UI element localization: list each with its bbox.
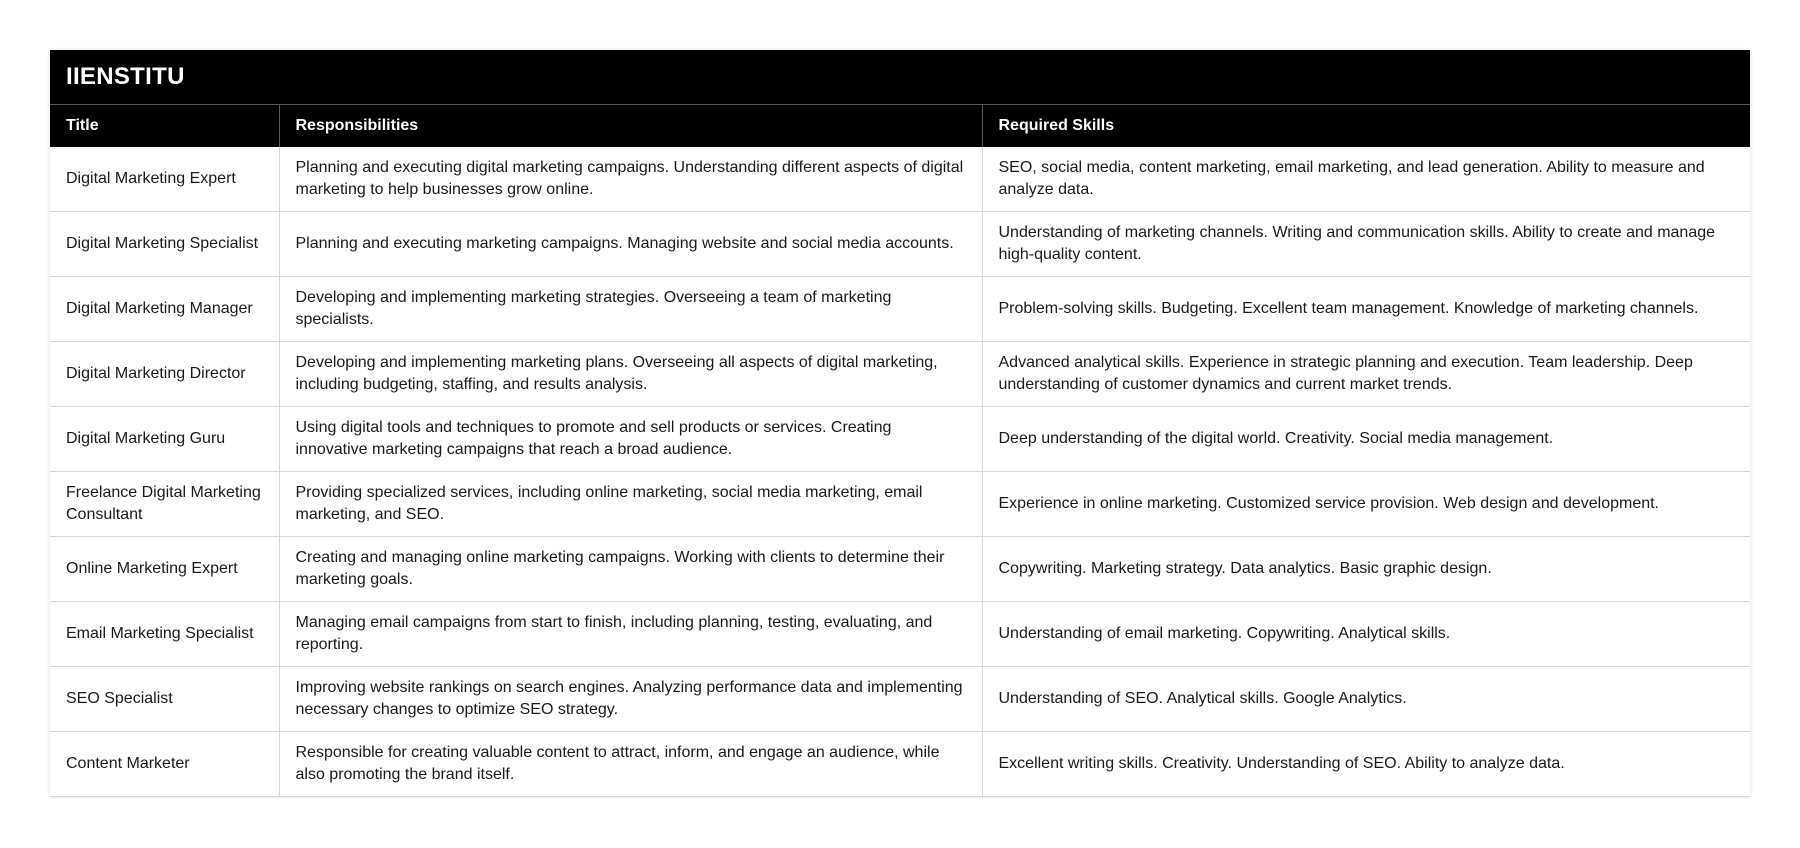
cell-title: Digital Marketing Expert: [50, 147, 279, 212]
cell-title: Digital Marketing Specialist: [50, 212, 279, 277]
cell-title: Freelance Digital Marketing Consultant: [50, 472, 279, 537]
cell-responsibilities: Providing specialized services, including online marketing, social media marketing, email marketing, and SEO.: [279, 472, 982, 537]
cell-responsibilities: Responsible for creating valuable content to attract, inform, and engage an audience, while also promoting the brand itself.: [279, 732, 982, 797]
cell-required-skills: Understanding of email marketing. Copywriting. Analytical skills.: [982, 602, 1750, 667]
column-header-responsibilities: Responsibilities: [279, 105, 982, 147]
table-row: [50, 537, 1750, 602]
careers-table: [50, 104, 1750, 797]
cell-required-skills: Problem-solving skills. Budgeting. Excellent team management. Knowledge of marketing channels.: [982, 277, 1750, 342]
cell-required-skills: Understanding of SEO. Analytical skills. Google Analytics.: [982, 667, 1750, 732]
cell-responsibilities: Developing and implementing marketing strategies. Overseeing a team of marketing specialists.: [279, 277, 982, 342]
column-header-title: Title: [50, 105, 279, 147]
cell-title: Content Marketer: [50, 732, 279, 797]
brand-title: IIENSTITU: [66, 63, 185, 90]
cell-required-skills: Advanced analytical skills. Experience in strategic planning and execution. Team leadership. Deep understanding of customer dynamics and current market trends.: [982, 342, 1750, 407]
cell-responsibilities: Planning and executing digital marketing campaigns. Understanding different aspects of digital marketing to help businesses grow online.: [279, 147, 982, 212]
table-header: [50, 105, 1750, 147]
table-row: [50, 342, 1750, 407]
cell-required-skills: SEO, social media, content marketing, email marketing, and lead generation. Ability to measure and analyze data.: [982, 147, 1750, 212]
cell-title: Digital Marketing Manager: [50, 277, 279, 342]
cell-responsibilities: Planning and executing marketing campaigns. Managing website and social media accounts.: [279, 212, 982, 277]
cell-responsibilities: Managing email campaigns from start to finish, including planning, testing, evaluating, and reporting.: [279, 602, 982, 667]
cell-required-skills: Understanding of marketing channels. Writing and communication skills. Ability to create and manage high-quality content.: [982, 212, 1750, 277]
cell-title: Digital Marketing Director: [50, 342, 279, 407]
table-row: [50, 667, 1750, 732]
cell-required-skills: Deep understanding of the digital world. Creativity. Social media management.: [982, 407, 1750, 472]
cell-responsibilities: Using digital tools and techniques to promote and sell products or services. Creating innovative marketing campaigns that reach a broad audience.: [279, 407, 982, 472]
cell-title: Email Marketing Specialist: [50, 602, 279, 667]
cell-required-skills: Excellent writing skills. Creativity. Understanding of SEO. Ability to analyze data.: [982, 732, 1750, 797]
cell-responsibilities: Developing and implementing marketing plans. Overseeing all aspects of digital marketing, including budgeting, staffing, and results analysis.: [279, 342, 982, 407]
brand-banner: [50, 50, 1750, 104]
header-row: [50, 105, 1750, 147]
column-header-required-skills: Required Skills: [982, 105, 1750, 147]
cell-responsibilities: Creating and managing online marketing campaigns. Working with clients to determine their marketing goals.: [279, 537, 982, 602]
table-row: [50, 147, 1750, 212]
cell-title: SEO Specialist: [50, 667, 279, 732]
cell-title: Online Marketing Expert: [50, 537, 279, 602]
table-body: [50, 147, 1750, 797]
table-card: [50, 50, 1750, 797]
table-row: [50, 212, 1750, 277]
table-row: [50, 407, 1750, 472]
cell-required-skills: Copywriting. Marketing strategy. Data analytics. Basic graphic design.: [982, 537, 1750, 602]
cell-responsibilities: Improving website rankings on search engines. Analyzing performance data and implementing necessary changes to optimize SEO strategy.: [279, 667, 982, 732]
table-row: [50, 732, 1750, 797]
cell-title: Digital Marketing Guru: [50, 407, 279, 472]
table-row: [50, 472, 1750, 537]
table-row: [50, 277, 1750, 342]
cell-required-skills: Experience in online marketing. Customized service provision. Web design and development.: [982, 472, 1750, 537]
table-row: [50, 602, 1750, 667]
